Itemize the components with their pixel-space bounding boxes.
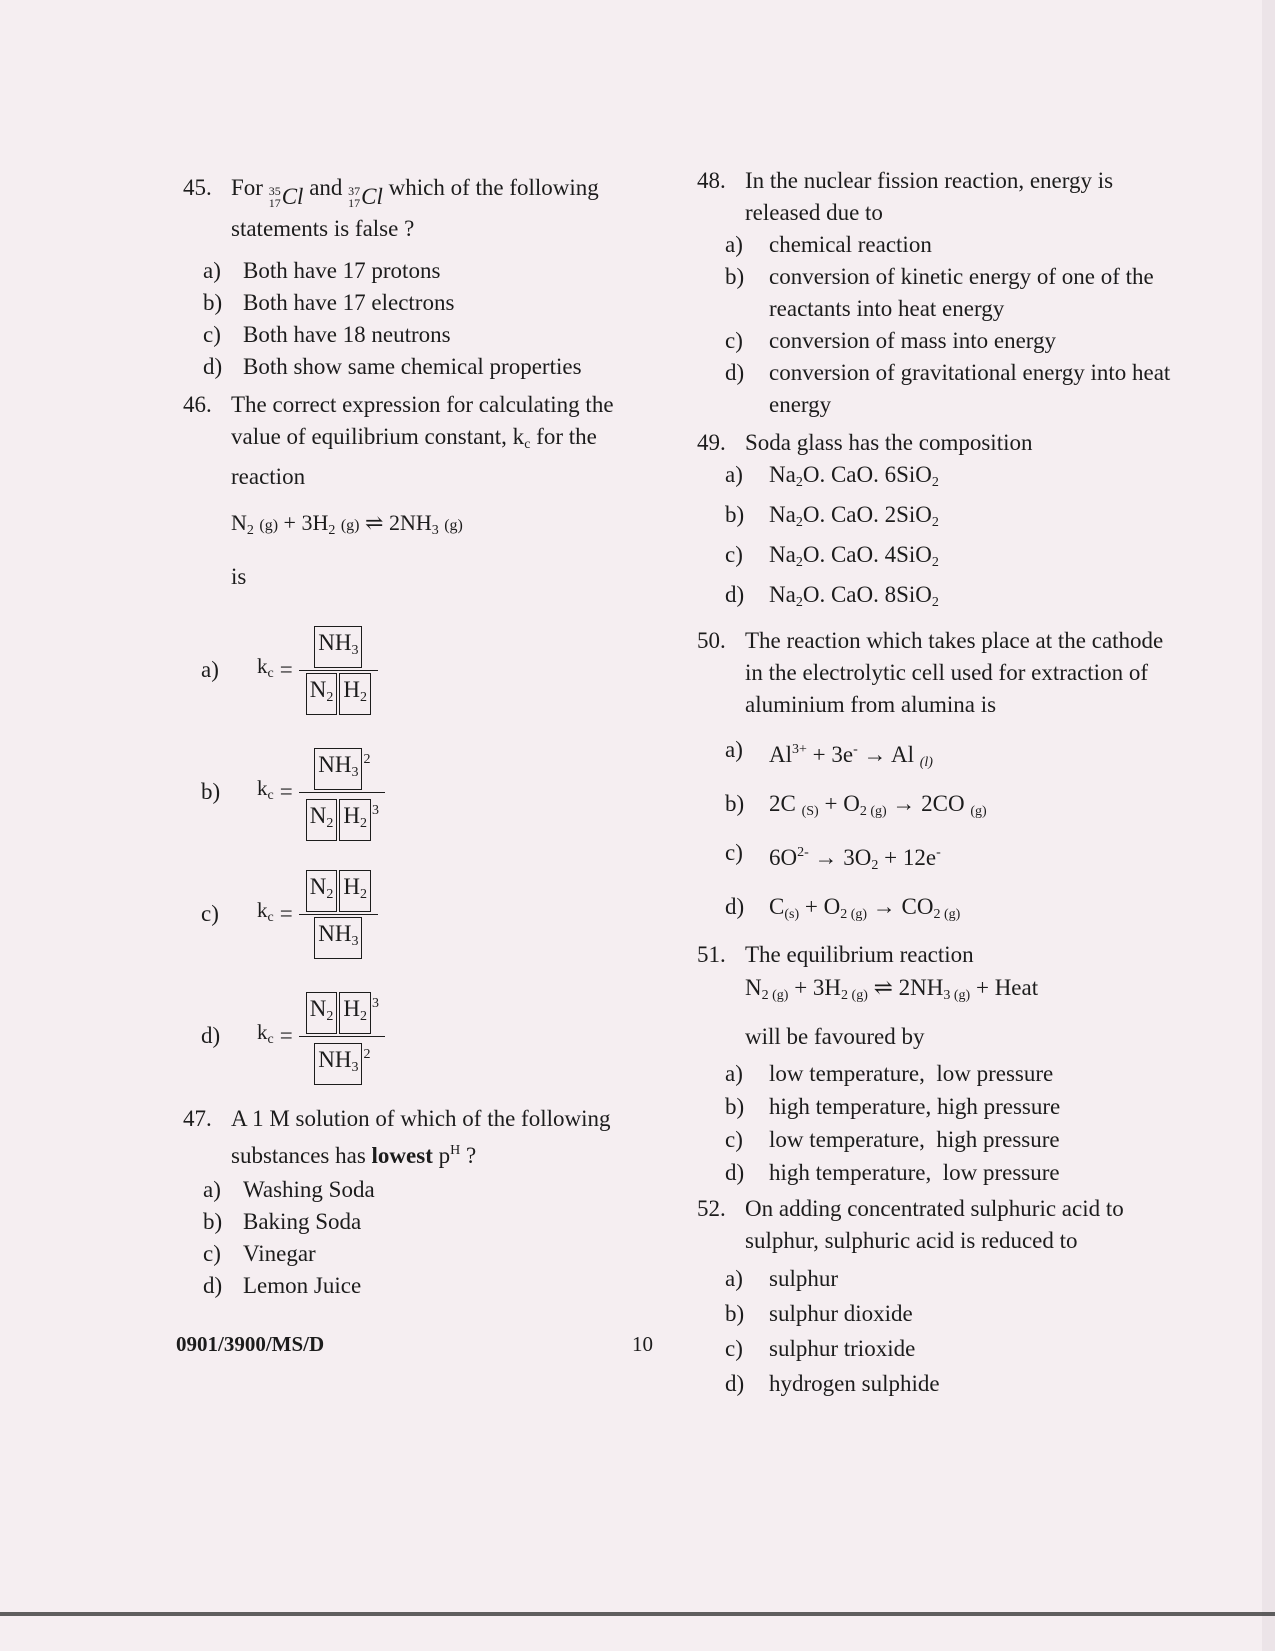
option: a) $Al^{3+} + 3e^- \to Al$ $_{(l)}$ bbox=[725, 737, 933, 770]
options-list bbox=[183, 255, 663, 383]
option: c) Vinegar bbox=[203, 1241, 316, 1266]
options-list bbox=[183, 1174, 663, 1302]
question-text: On adding concentrated sulphuric acid to sulphur, sulphuric acid is reduced to bbox=[745, 1196, 1124, 1253]
question-49 bbox=[697, 427, 1177, 619]
fraction: $\frac{N_2 H_2^3}{NH_3^2}$ bbox=[299, 986, 385, 1087]
options-list bbox=[697, 459, 1177, 619]
option: d) conversion of gravitational energy into heat energy bbox=[725, 360, 1171, 417]
question-47 bbox=[183, 1103, 663, 1302]
question-50 bbox=[697, 625, 1177, 935]
question-text-2: will be favoured by bbox=[745, 1024, 925, 1049]
paper-code: 0901/3900/MS/D bbox=[176, 1332, 325, 1356]
option: a) $Na_2O$. CaO. 6SiO$_2$ bbox=[725, 462, 939, 490]
option: c) sulphur trioxide bbox=[725, 1336, 916, 1361]
option: a) Both have 17 protons bbox=[203, 258, 441, 283]
option: c) low temperature, high pressure bbox=[725, 1127, 1060, 1152]
option: d) $C_{(s)} + O_{2 (g)} \to CO_{2 (g)}$ bbox=[725, 894, 961, 922]
question-text: A 1 M solution of which of the following substances has lowest $p^H$ ? bbox=[231, 1106, 611, 1168]
question-text: The reaction which takes place at the cathode in the electrolytic cell used for extraction of aluminium from alumina is bbox=[745, 628, 1164, 717]
question-number: 47. bbox=[183, 1106, 212, 1131]
scan-bottom-line bbox=[0, 1612, 1275, 1616]
right-column bbox=[697, 165, 1177, 1401]
option: d) $Na_2O$. CaO. 8SiO$_2$ bbox=[725, 582, 939, 610]
question-text: For 35 17 Cl and 37 17 Cl which of the following statements is false ? bbox=[231, 175, 599, 241]
option: a) Washing Soda bbox=[203, 1177, 375, 1202]
option: d) Both show same chemical properties bbox=[203, 354, 582, 379]
option-c-expression: c) $k_c$ = $\frac{N_2 H_2}{NH_3}$ bbox=[201, 853, 663, 975]
option: b) Baking Soda bbox=[203, 1209, 362, 1234]
option: a) sulphur bbox=[725, 1266, 838, 1291]
question-number: 52. bbox=[697, 1196, 726, 1221]
options-list bbox=[697, 1261, 1177, 1401]
page-number: 10 bbox=[632, 1332, 653, 1356]
is-label: is bbox=[231, 564, 247, 589]
option: a) chemical reaction bbox=[725, 232, 932, 257]
option: d) hydrogen sulphide bbox=[725, 1371, 940, 1396]
question-number: 49. bbox=[697, 430, 726, 455]
isotope-cl37: 37 17 Cl bbox=[348, 184, 383, 210]
option: b) sulphur dioxide bbox=[725, 1301, 913, 1326]
question-46 bbox=[183, 389, 663, 1097]
option-b-expression: b) $k_c$ = $\frac{NH_3^2}{N_2 H_2^3}$ bbox=[201, 731, 663, 853]
option: a) low temperature, low pressure bbox=[725, 1061, 1054, 1086]
option: c) $6O^{2-} \to 3O_2 + 12e^-$ bbox=[725, 840, 941, 873]
question-51 bbox=[697, 939, 1177, 1189]
options-list bbox=[697, 729, 1177, 935]
reaction-equation: $N_{2 (g)} + 3H_{2 (g)}$ ⇌ $2NH_{3 (g)}$ + Heat bbox=[745, 975, 1039, 1003]
question-text: The correct expression for calculating the value of equilibrium constant, $k_c$ for the reaction bbox=[231, 392, 614, 489]
question-text: The equilibrium reaction bbox=[745, 942, 974, 967]
option: b) $Na_2O$. CaO. 2SiO$_2$ bbox=[725, 502, 939, 530]
question-number: 48. bbox=[697, 168, 726, 193]
option: b) 2C $_{(S)} + O_{2 (g)} \to 2CO$ $_{(g)}$ bbox=[725, 791, 987, 819]
option: d) Lemon Juice bbox=[203, 1273, 362, 1298]
question-text: In the nuclear fission reaction, energy is released due to bbox=[745, 168, 1114, 225]
left-column bbox=[183, 172, 663, 1302]
question-number: 45. bbox=[183, 175, 212, 200]
question-text: Soda glass has the composition bbox=[745, 430, 1033, 455]
option: c) Both have 18 neutrons bbox=[203, 322, 451, 347]
question-number: 50. bbox=[697, 628, 726, 653]
question-52 bbox=[697, 1193, 1177, 1401]
option: c) conversion of mass into energy bbox=[725, 328, 1057, 353]
question-45 bbox=[183, 172, 663, 383]
reaction-equation: $N_2$ $(g) + 3H_2$ (g) ⇌ $2NH_3$ (g) bbox=[231, 510, 463, 538]
option: b) high temperature, high pressure bbox=[725, 1094, 1061, 1119]
option: b) conversion of kinetic energy of one of the reactants into heat energy bbox=[725, 264, 1154, 321]
question-number: 51. bbox=[697, 942, 726, 967]
fraction: $\frac{N_2 H_2}{NH_3}$ bbox=[299, 868, 378, 961]
question-number: 46. bbox=[183, 392, 212, 417]
options-list bbox=[697, 229, 1177, 421]
option: b) Both have 17 electrons bbox=[203, 290, 455, 315]
question-48 bbox=[697, 165, 1177, 421]
options-list bbox=[697, 1057, 1177, 1189]
isotope-cl35: 35 17 Cl bbox=[268, 184, 304, 210]
fraction: $\frac{NH_3}{N_2 H_2}$ bbox=[299, 624, 378, 717]
option-a-expression: a) $k_c$ = $\frac{NH_3}{N_2 H_2}$ bbox=[201, 609, 663, 731]
fraction: $\frac{NH_3^2}{N_2 H_2^3}$ bbox=[299, 742, 385, 843]
option-d-expression: d) $k_c$ = $\frac{N_2 H_2^3}{NH_3^2}$ bbox=[201, 975, 663, 1097]
option: d) high temperature, low pressure bbox=[725, 1160, 1060, 1185]
scan-edge bbox=[1262, 0, 1275, 1651]
option: c) $Na_2O$. CaO. 4SiO$_2$ bbox=[725, 542, 939, 570]
